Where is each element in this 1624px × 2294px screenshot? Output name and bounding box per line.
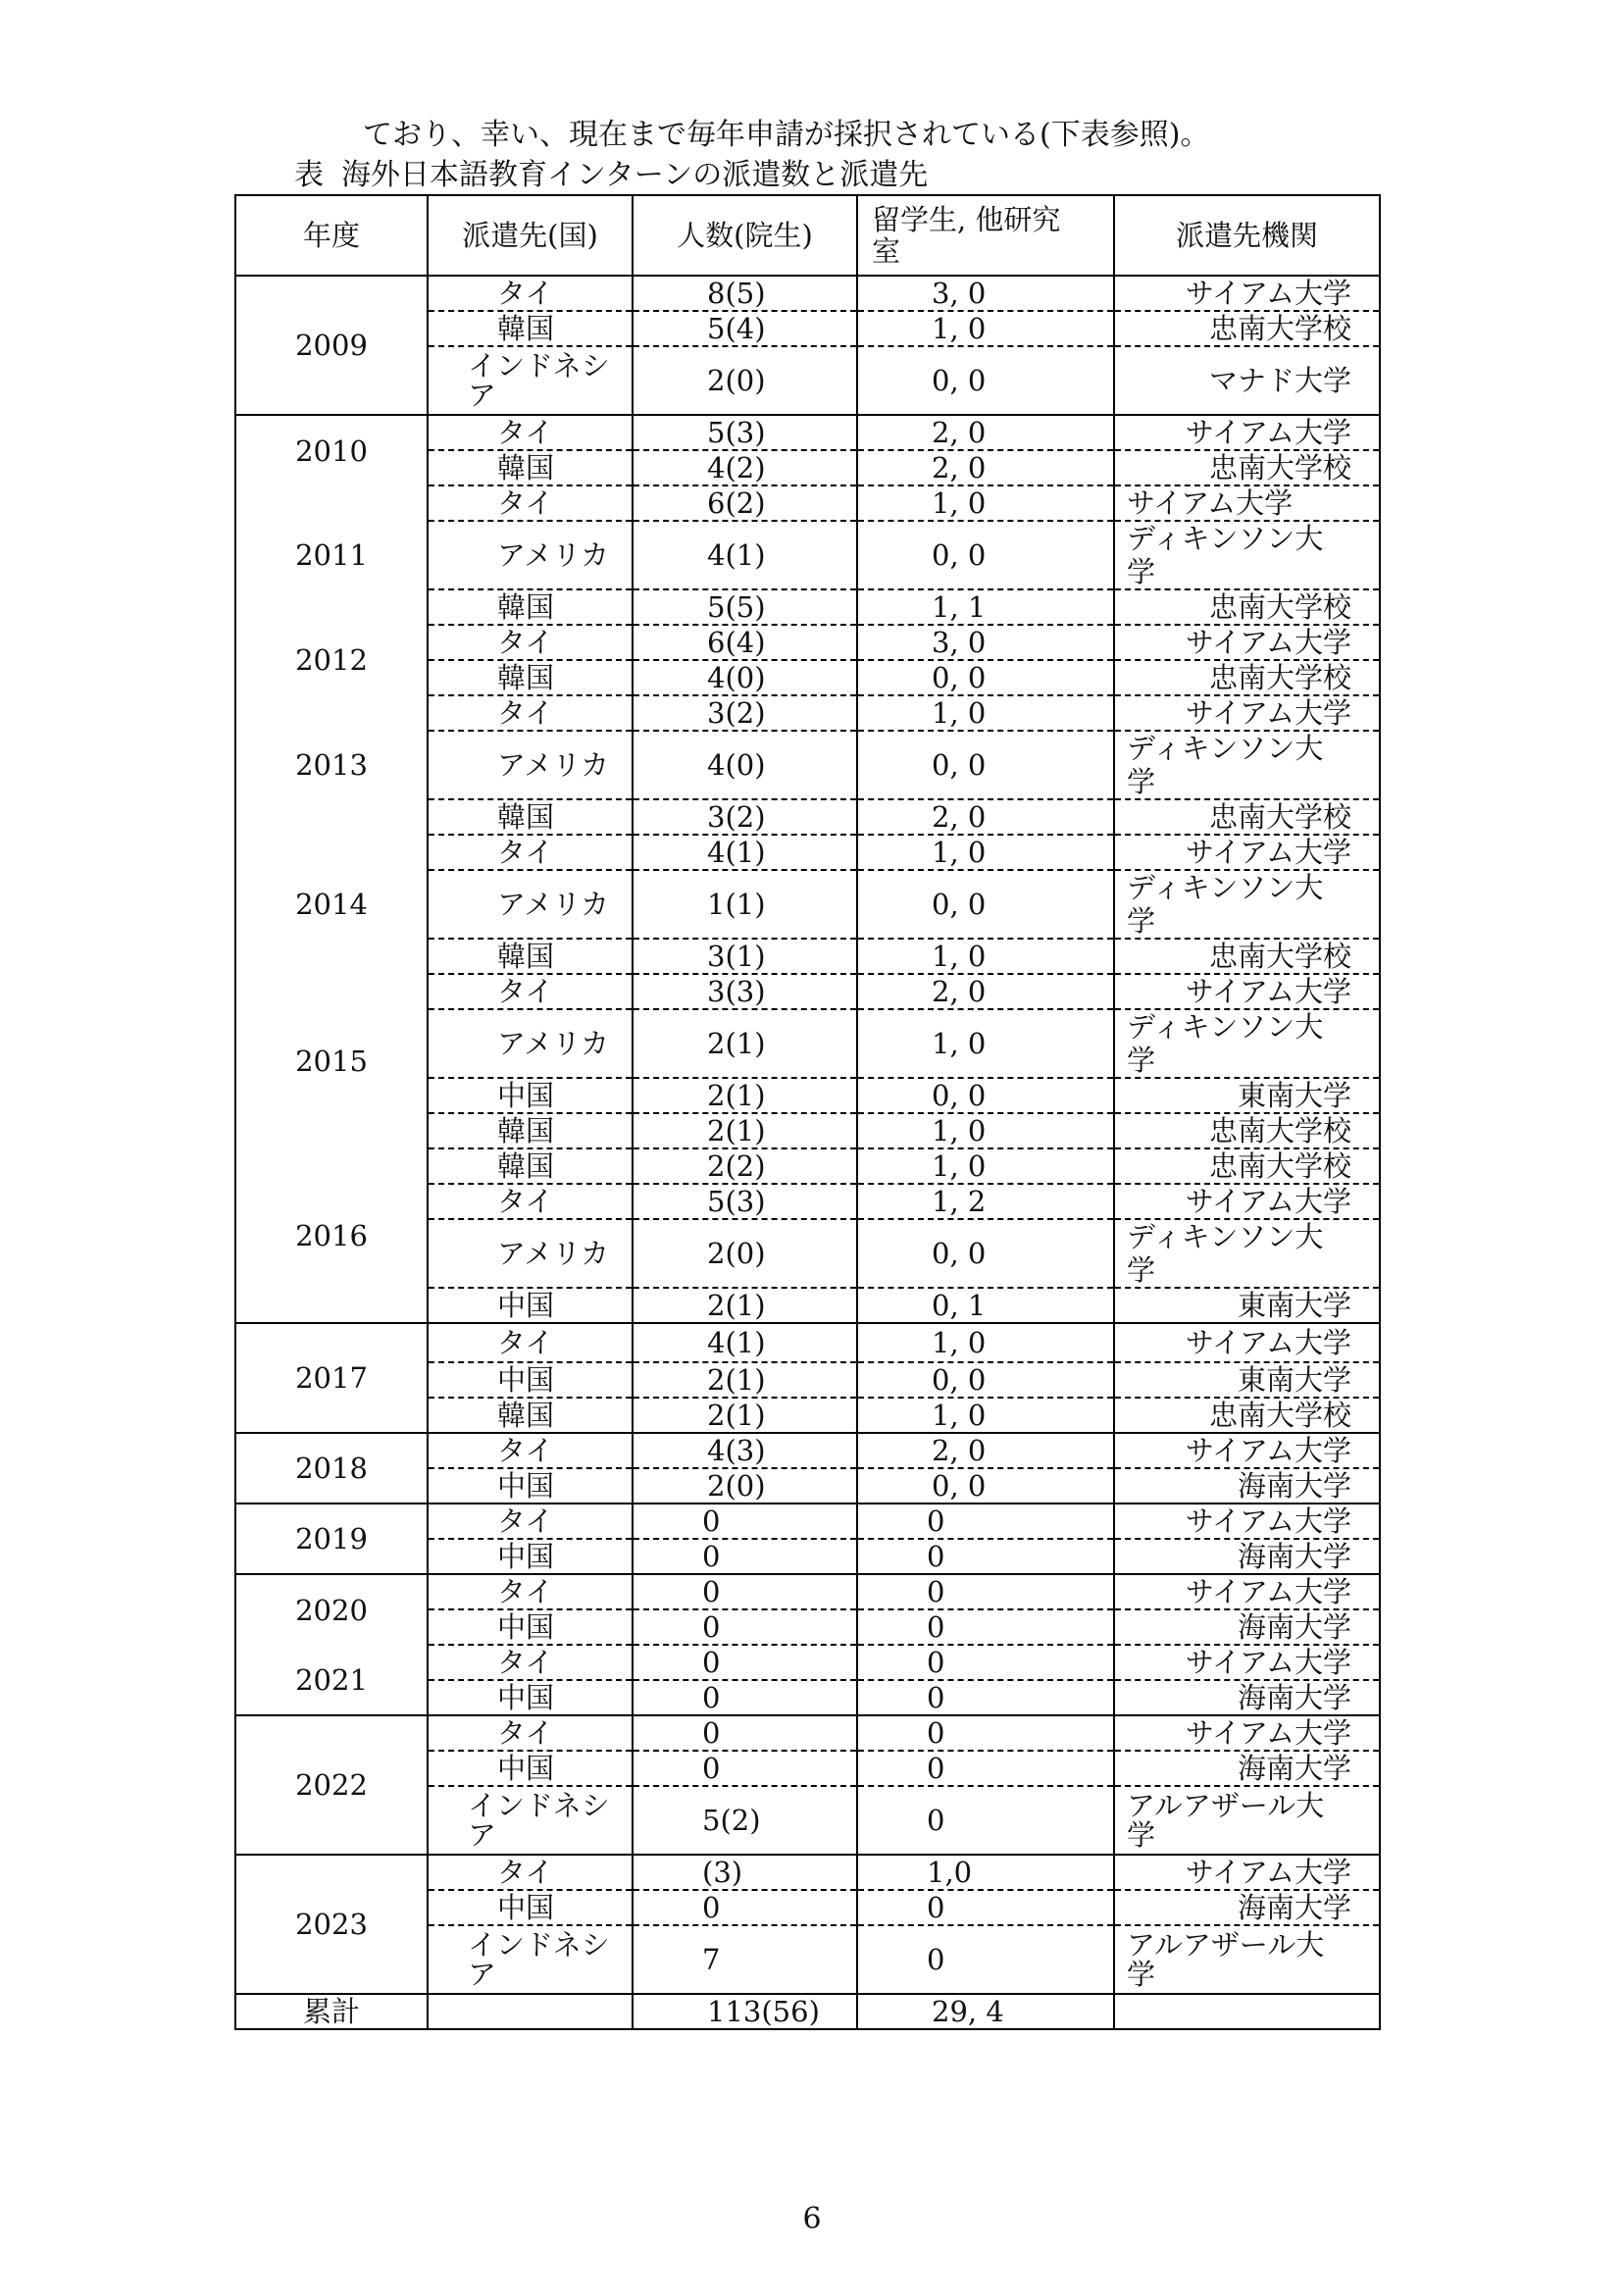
- table-row: 韓国 2(1) 1, 0 忠南大学校: [235, 1398, 1380, 1433]
- table-row: 韓国 4(0) 0, 0 忠南大学校: [235, 660, 1380, 695]
- table-row: 2013 タイ 3(2) 1, 0 サイアム大学: [235, 695, 1380, 731]
- header-country: 派遣先(国): [428, 195, 633, 276]
- table-header-row: [235, 195, 1380, 276]
- table-row: アメリカ 4(1) 0, 0 ディキンソン大学: [235, 521, 1380, 589]
- table-row: 中国 2(1) 0, 0 東南大学: [235, 1078, 1380, 1113]
- page-number: 6: [802, 2202, 822, 2236]
- table-row: 韓国 3(1) 1, 0 忠南大学校: [235, 939, 1380, 974]
- year-cell: 2011: [235, 485, 428, 625]
- year-cell: 2009: [235, 276, 428, 415]
- caption-title: 海外日本語教育インターンの派遣数と派遣先: [341, 158, 929, 192]
- year-cell: 2019: [235, 1504, 428, 1574]
- table-row: 2019 タイ 0 0 サイアム大学: [235, 1504, 1380, 1539]
- table-row: 韓国 3(2) 2, 0 忠南大学校: [235, 799, 1380, 835]
- total-foreign: 29, 4: [857, 1994, 1114, 2029]
- year-cell: 2012: [235, 625, 428, 695]
- table-row: 中国 0 0 海南大学: [235, 1751, 1380, 1786]
- intern-dispatch-table: [234, 194, 1381, 2030]
- table-row: アメリカ 4(0) 0, 0 ディキンソン大学: [235, 731, 1380, 799]
- table-row: アメリカ 2(0) 0, 0 ディキンソン大学: [235, 1219, 1380, 1288]
- table-row: 2016 韓国 2(2) 1, 0 忠南大学校: [235, 1148, 1380, 1184]
- header-count: 人数(院生): [633, 195, 857, 276]
- table-row: 2009 タイ 8(5) 3, 0 サイアム大学: [235, 276, 1380, 311]
- table-row: 2022 タイ 0 0 サイアム大学: [235, 1715, 1380, 1751]
- table-row: 中国 0 0 海南大学: [235, 1609, 1380, 1645]
- total-count: 113(56): [633, 1994, 857, 2029]
- table-row: アメリカ 2(1) 1, 0 ディキンソン大学: [235, 1009, 1380, 1078]
- table-row: 2017 タイ 4(1) 1, 0 サイアム大学: [235, 1323, 1380, 1362]
- table-row: 中国 2(1) 0, 1 東南大学: [235, 1288, 1380, 1323]
- table-row: 韓国 5(4) 1, 0 忠南大学校: [235, 311, 1380, 346]
- year-cell: 2017: [235, 1323, 428, 1433]
- table-row: 2012 タイ 6(4) 3, 0 サイアム大学: [235, 625, 1380, 660]
- table-row: インドネシ ア 2(0) 0, 0 マナド大学: [235, 346, 1380, 415]
- table-caption: [294, 157, 945, 194]
- header-institution: 派遣先機関: [1114, 195, 1380, 276]
- year-cell: 2020: [235, 1574, 428, 1645]
- table-row: 中国 2(0) 0, 0 海南大学: [235, 1468, 1380, 1504]
- table-row: タイ 5(3) 1, 2 サイアム大学: [235, 1184, 1380, 1219]
- table-row: 2021 タイ 0 0 サイアム大学: [235, 1645, 1380, 1680]
- table-row: 2015 タイ 3(3) 2, 0 サイアム大学: [235, 974, 1380, 1009]
- table-row: 中国 2(1) 0, 0 東南大学: [235, 1362, 1380, 1398]
- intro-text: ており、幸い、現在まで毎年申請が採択されている(下表参照)。: [363, 118, 1210, 152]
- table-row: 2014 タイ 4(1) 1, 0 サイアム大学: [235, 835, 1380, 870]
- table-row: 2010 タイ 5(3) 2, 0 サイアム大学: [235, 415, 1380, 450]
- table-row: 2018 タイ 4(3) 2, 0 サイアム大学: [235, 1433, 1380, 1468]
- table-row: 韓国 5(5) 1, 1 忠南大学校: [235, 589, 1380, 625]
- year-cell: 2018: [235, 1433, 428, 1504]
- table-row: インドネシ ア 5(2) 0 アルアザール大 学: [235, 1786, 1380, 1855]
- table-row: 中国 0 0 海南大学: [235, 1539, 1380, 1574]
- table-row: アメリカ 1(1) 0, 0 ディキンソン大学: [235, 870, 1380, 939]
- year-cell: 2021: [235, 1645, 428, 1715]
- year-cell: 2022: [235, 1715, 428, 1855]
- header-year: 年度: [235, 195, 428, 276]
- year-cell: 2013: [235, 695, 428, 835]
- table-row: 中国 0 0 海南大学: [235, 1890, 1380, 1925]
- table-row: 韓国 4(2) 2, 0 忠南大学校: [235, 450, 1380, 485]
- total-row: [235, 1994, 1380, 2029]
- table-row: 韓国 2(1) 1, 0 忠南大学校: [235, 1113, 1380, 1148]
- table-row: 2020 タイ 0 0 サイアム大学: [235, 1574, 1380, 1609]
- year-cell: 2010: [235, 415, 428, 485]
- year-cell: 2015: [235, 974, 428, 1148]
- table-row: 中国 0 0 海南大学: [235, 1680, 1380, 1715]
- caption-label: 表: [294, 158, 324, 192]
- header-foreign: 留学生, 他研究 室: [857, 195, 1114, 276]
- year-cell: 2016: [235, 1148, 428, 1323]
- year-cell: 2023: [235, 1855, 428, 1994]
- table-row: 2011 タイ 6(2) 1, 0 サイアム大学: [235, 485, 1380, 521]
- year-cell: 2014: [235, 835, 428, 974]
- table-row: 2023 タイ (3) 1,0 サイアム大学: [235, 1855, 1380, 1890]
- table-row: インドネシ ア 7 0 アルアザール大 学: [235, 1925, 1380, 1994]
- total-label: 累計: [235, 1994, 428, 2029]
